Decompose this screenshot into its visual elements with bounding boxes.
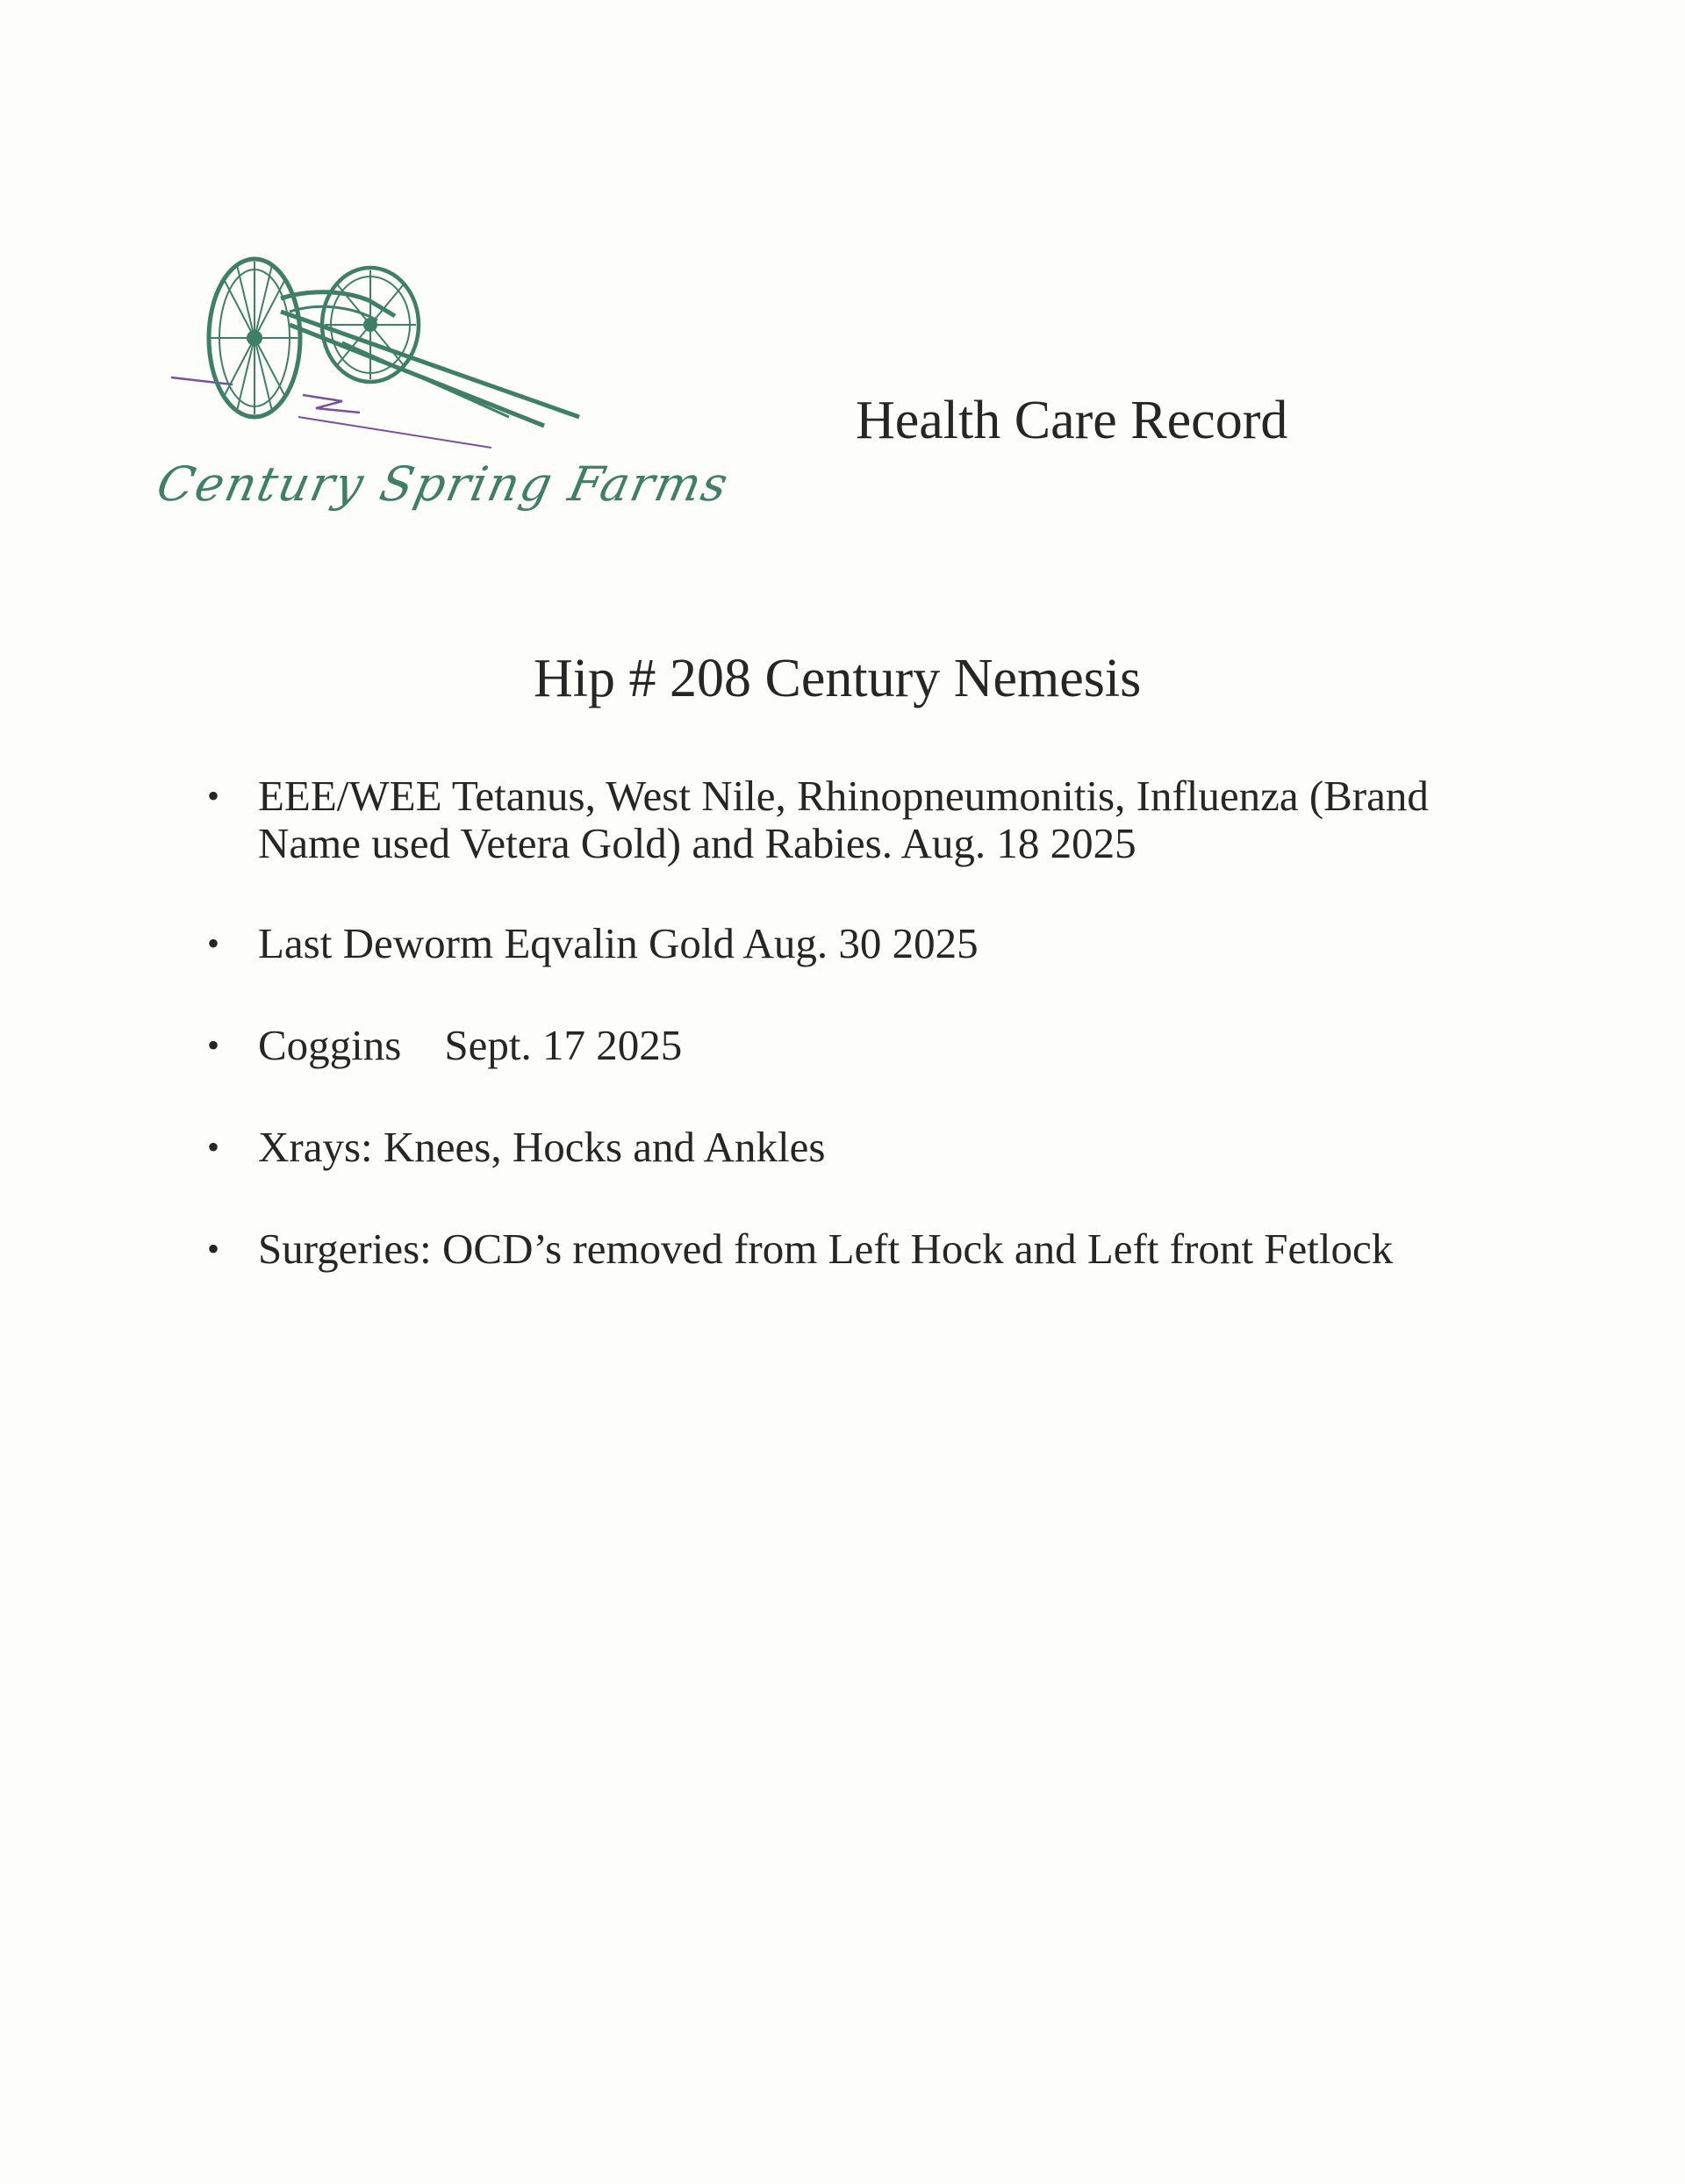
record-deworm: Last Deworm Eqvalin Gold Aug. 30 2025 bbox=[258, 919, 979, 967]
health-records-list bbox=[204, 772, 1538, 1327]
bullet-icon: • bbox=[207, 1229, 220, 1268]
bullet-icon: • bbox=[207, 1127, 220, 1167]
list-item bbox=[204, 1124, 1538, 1171]
bullet-icon: • bbox=[207, 1025, 220, 1065]
list-item bbox=[204, 1225, 1538, 1273]
document-title: Health Care Record bbox=[856, 391, 1288, 450]
record-vaccination: EEE/WEE Tetanus, West Nile, Rhinopneumonitis, Influenza (Brand Name used Vetera Gold) and Rabies. Aug. 18 2025 bbox=[258, 772, 1429, 867]
farm-logo-text: Century Spring Farms bbox=[152, 456, 735, 512]
bullet-icon: • bbox=[207, 776, 220, 815]
record-coggins: Coggins Sept. 17 2025 bbox=[258, 1021, 683, 1069]
record-xrays: Xrays: Knees, Hocks and Ankles bbox=[258, 1123, 826, 1171]
horse-heading: Hip # 208 Century Nemesis bbox=[534, 649, 1142, 708]
list-item bbox=[204, 1022, 1538, 1069]
record-surgeries: Surgeries: OCD’s removed from Left Hock and Left front Fetlock bbox=[258, 1225, 1394, 1273]
farm-logo bbox=[149, 237, 735, 535]
list-item bbox=[204, 772, 1538, 867]
list-item bbox=[204, 920, 1538, 967]
bullet-icon: • bbox=[207, 923, 220, 963]
